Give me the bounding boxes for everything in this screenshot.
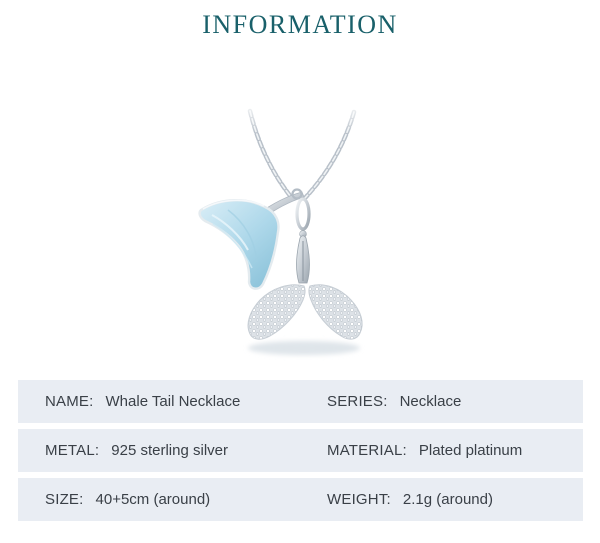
series-label: SERIES:: [327, 393, 388, 410]
name-label: NAME:: [45, 393, 94, 410]
weight-cell: [327, 491, 583, 508]
size-cell: [45, 491, 327, 508]
size-label: SIZE:: [45, 491, 84, 508]
weight-label: WEIGHT:: [327, 491, 391, 508]
table-row-size-weight: [18, 478, 583, 521]
pave-right-fluke: [309, 285, 362, 339]
name-cell: [45, 393, 327, 410]
material-label: MATERIAL:: [327, 442, 407, 459]
table-row-metal-material: [18, 429, 583, 472]
table-row-name-series: [18, 380, 583, 423]
product-photo: [0, 50, 600, 380]
weight-value: 2.1g (around): [402, 491, 493, 508]
chain-top-fade-right: [326, 100, 374, 134]
metal-cell: [45, 442, 327, 459]
pave-left-fluke: [248, 285, 305, 339]
name-value: Whale Tail Necklace: [105, 393, 241, 410]
size-value: 40+5cm (around): [95, 491, 211, 508]
series-cell: [327, 393, 583, 410]
necklace-illustration: [0, 50, 600, 380]
page-title: INFORMATION: [202, 10, 398, 39]
material-value: Plated platinum: [418, 442, 523, 459]
pendant-bail: [297, 199, 309, 229]
blue-tail-body: [200, 200, 279, 288]
material-cell: [327, 442, 583, 459]
series-value: Necklace: [399, 393, 462, 410]
chain-top-fade-left: [232, 100, 280, 134]
metal-value: 925 sterling silver: [111, 442, 228, 459]
metal-label: METAL:: [45, 442, 100, 459]
product-info-table: [18, 380, 583, 527]
pendant-shadow: [248, 341, 360, 355]
blue-whale-tail-icon: [200, 190, 304, 289]
